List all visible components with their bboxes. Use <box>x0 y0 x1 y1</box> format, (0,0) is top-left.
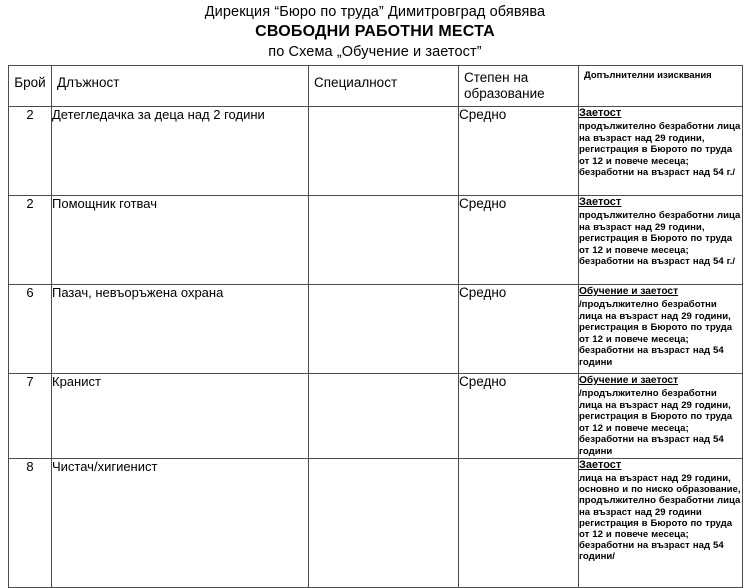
cell-position: Помощник готвач <box>52 196 309 285</box>
cell-requirements <box>579 107 743 196</box>
vacancies-table <box>8 65 743 588</box>
requirement-title: Обучение и заетост <box>579 286 679 297</box>
cell-specialty <box>309 196 459 285</box>
requirement-title: Заетост <box>579 459 622 471</box>
header-cell-requirements <box>579 66 743 107</box>
cell-education: Средно <box>459 285 579 374</box>
requirement-title: Заетост <box>579 107 622 119</box>
cell-education: Средно <box>459 107 579 196</box>
requirement-text: /продължително безработни лица на възраст над 29 години, регистрация в Бюрото по труда от 12 и повече месеца; безработни на възраст над 54 години <box>579 388 733 457</box>
requirement-text: лица на възраст над 29 години, основно и по ниско образование, продължително безработни лица на възраст над 29 години регистрация в Бюрото по труда от 12 и повече месеца; безработни на възраст над 54 години/ <box>579 473 741 563</box>
cell-position: Детегледачка за деца над 2 години <box>52 107 309 196</box>
cell-count: 2 <box>9 196 52 285</box>
requirement-title: Обучение и заетост <box>579 375 679 386</box>
cell-education <box>459 459 579 588</box>
requirement-text: продължително безработни лица на възраст над 29 години, регистрация в Бюрото по труда от 12 и повече месеца; безработни на възраст над 54 г./ <box>579 210 741 268</box>
column-label-specialty: Специалност <box>314 75 398 90</box>
cell-count: 7 <box>9 374 52 459</box>
cell-specialty <box>309 374 459 459</box>
cell-specialty <box>309 459 459 588</box>
header-cell-specialty <box>309 66 459 107</box>
cell-specialty <box>309 107 459 196</box>
table-row <box>9 107 743 196</box>
document-title-block <box>0 0 750 62</box>
table-row <box>9 285 743 374</box>
cell-education: Средно <box>459 374 579 459</box>
cell-count: 2 <box>9 107 52 196</box>
cell-position: Кранист <box>52 374 309 459</box>
cell-specialty <box>309 285 459 374</box>
organization-line: Дирекция “Бюро по труда” Димитровград обявява <box>204 4 546 20</box>
requirement-title: Заетост <box>579 196 622 208</box>
column-label-requirements: Допълнителни изисквания <box>584 70 712 81</box>
jobs-table-container <box>8 65 742 588</box>
table-header-row <box>9 66 743 107</box>
table-row <box>9 196 743 285</box>
page-title: СВОБОДНИ РАБОТНИ МЕСТА <box>255 23 495 40</box>
cell-requirements <box>579 459 743 588</box>
cell-position: Чистач/хигиенист <box>52 459 309 588</box>
cell-position: Пазач, невъоръжена охрана <box>52 285 309 374</box>
cell-requirements <box>579 196 743 285</box>
cell-requirements <box>579 285 743 374</box>
requirement-text: /продължително безработни лица на възраст над 29 години, регистрация в Бюрото по труда от 12 и повече месеца; безработни на възраст над 54 години <box>579 299 733 368</box>
cell-requirements <box>579 374 743 459</box>
cell-count: 6 <box>9 285 52 374</box>
scheme-subtitle: по Схема „Обучение и заетост” <box>268 44 482 60</box>
column-label-count: Брой <box>14 75 46 90</box>
header-cell-position <box>52 66 309 107</box>
column-label-position: Длъжност <box>57 75 120 90</box>
requirement-text: продължително безработни лица на възраст над 29 години, регистрация в Бюрото по труда от 12 и повече месеца; безработни на възраст над 54 г./ <box>579 121 741 179</box>
table-row <box>9 459 743 588</box>
column-label-education: Степен на образование <box>464 70 545 101</box>
header-cell-count <box>9 66 52 107</box>
header-cell-education <box>459 66 579 107</box>
cell-education: Средно <box>459 196 579 285</box>
cell-count: 8 <box>9 459 52 588</box>
table-row <box>9 374 743 459</box>
